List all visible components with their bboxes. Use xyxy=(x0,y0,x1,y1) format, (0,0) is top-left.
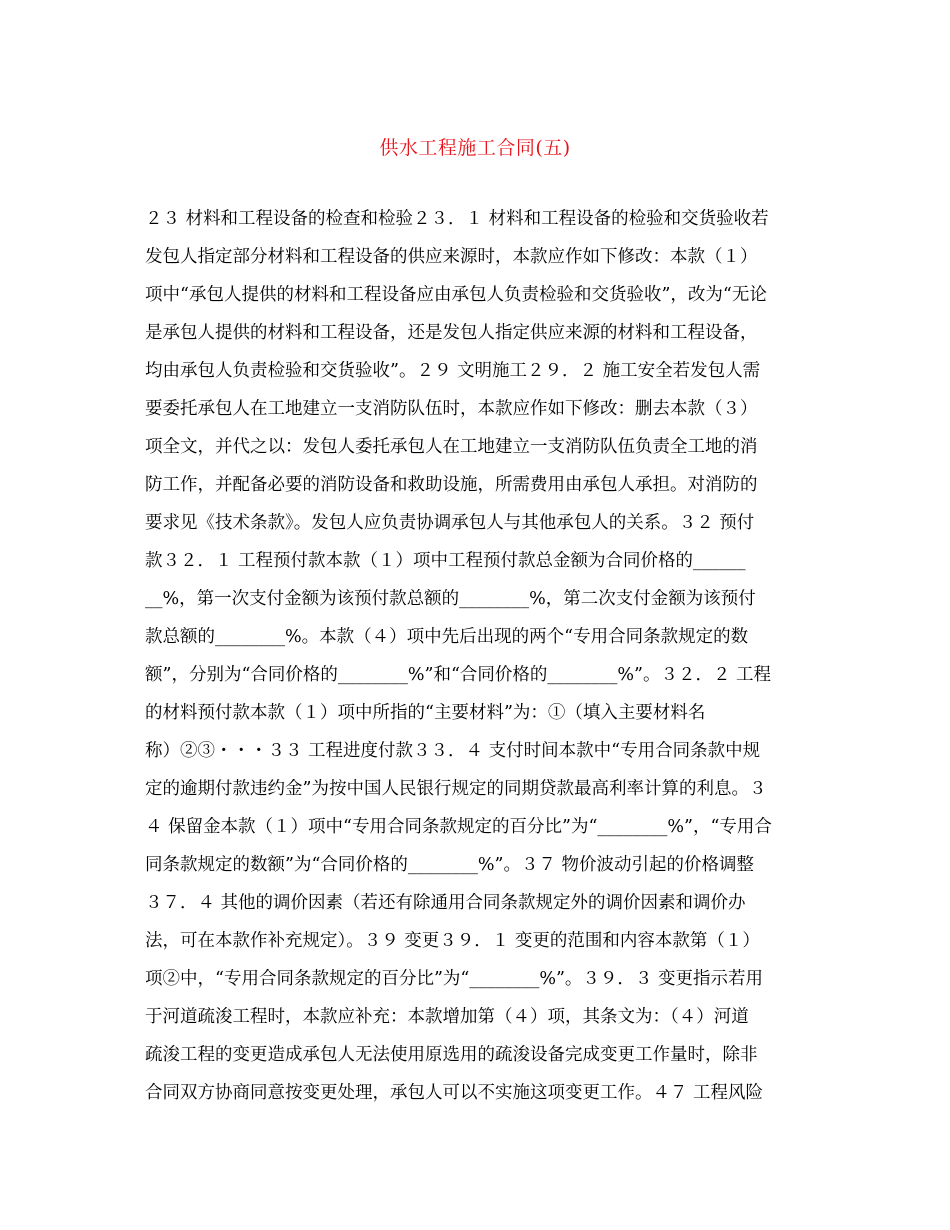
body-line: 法，可在本款作补充规定）。３９ 变更３９．１ 变更的范围和内容本款第（１） xyxy=(145,931,760,951)
body-line: ２３ 材料和工程设备的检查和检验２３．１ 材料和工程设备的检验和交货验收若 xyxy=(145,209,769,229)
body-line: 发包人指定部分材料和工程设备的供应来源时，本款应作如下修改：本款（１） xyxy=(145,247,758,267)
body-line: 防工作，并配备必要的消防设备和救助设施，所需费用由承包人承担。对消防的 xyxy=(145,475,758,495)
body-line: 项中“承包人提供的材料和工程设备应由承包人负责检验和交货验收”，改为“无论 xyxy=(145,285,767,305)
body-line: 要求见《技术条款》。发包人应负责协调承包人与其他承包人的关系。３２ 预付 xyxy=(145,513,755,533)
body-line: ３７．４ 其他的调价因素（若还有除通用合同条款规定外的调价因素和调价办 xyxy=(145,893,746,913)
body-line: 疏浚工程的变更造成承包人无法使用原选用的疏浚设备完成变更工作量时，除非 xyxy=(145,1045,758,1065)
body-line: 合同双方协商同意按变更处理，承包人可以不实施这项变更工作。４７ 工程风险 xyxy=(145,1083,764,1103)
body-line: 是承包人提供的材料和工程设备，还是发包人指定供应来源的材料和工程设备， xyxy=(145,323,758,343)
body-line: __%，第一次支付金额为该预付款总额的________%，第二次支付金额为该预付 xyxy=(145,589,756,609)
body-line: 项②中，“专用合同条款规定的百分比”为“________%”。３９．３ 变更指示若用 xyxy=(145,969,763,989)
body-line: 要委托承包人在工地建立一支消防队伍时，本款应作如下修改：删去本款（３） xyxy=(145,399,758,419)
body-line: 额”，分别为“合同价格的________%”和“合同价格的________%”。３２．２ 工程 xyxy=(145,665,772,685)
document-title: 供水工程施工合同(五) xyxy=(379,137,571,159)
body-line: 定的逾期付款违约金”为按中国人民银行规定的同期贷款最高利率计算的利息。３ xyxy=(145,779,767,799)
body-line: 款总额的________%。本款（４）项中先后出现的两个“专用合同条款规定的数 xyxy=(145,627,749,647)
body-line: 款３２．１ 工程预付款本款（１）项中工程预付款总金额为合同价格的______ xyxy=(145,551,746,571)
document-body xyxy=(145,200,815,1112)
body-line: 于河道疏浚工程时，本款应补充：本款增加第（４）项，其条文为：（４）河道 xyxy=(145,1007,749,1027)
body-line: ４ 保留金本款（１）项中“专用合同条款规定的百分比”为“________%”，“专用合 xyxy=(145,817,772,837)
body-line: 同条款规定的数额”为“合同价格的________%”。３７ 物价波动引起的价格调整 xyxy=(145,855,755,875)
body-line: 的材料预付款本款（１）项中所指的“主要材料”为：①（填入主要材料名 xyxy=(145,703,706,723)
body-line: 称）②③・・・３３ 工程进度付款３３．４ 支付时间本款中“专用合同条款中规 xyxy=(145,741,761,761)
body-line: 均由承包人负责检验和交货验收”。２９ 文明施工２９．２ 施工安全若发包人需 xyxy=(145,361,761,381)
body-line: 项全文，并代之以：发包人委托承包人在工地建立一支消防队伍负责全工地的消 xyxy=(145,437,758,457)
